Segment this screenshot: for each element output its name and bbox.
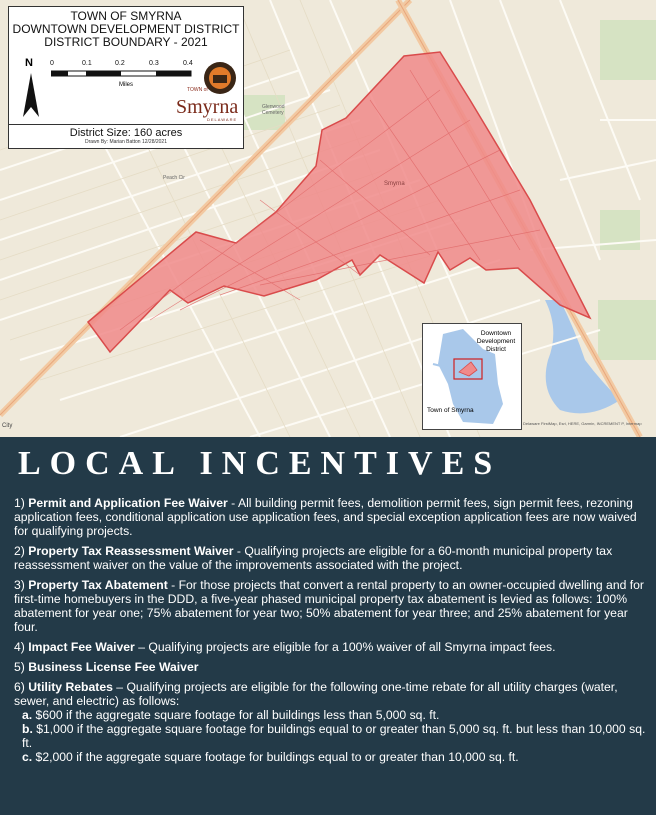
item-text: – Qualifying projects are eligible for the following one-time rebate for all utility charges (water, sewer, and electric) as follows: — [14, 680, 618, 708]
map-label-smyrna: Smyrna — [384, 181, 405, 187]
logo-town-of: TOWN of — [187, 87, 208, 93]
rebate-a — [14, 708, 650, 722]
incentive-item-3 — [14, 578, 650, 634]
legend-title-1: TOWN OF SMYRNA — [70, 9, 182, 23]
item-text: - All building permit fees, demolition permit fees, sign permit fees, rezoning application fees, conditional application use application fees, and special exception application fees are now waived for qualifying projects. — [14, 496, 637, 538]
incentive-item-6 — [14, 680, 650, 764]
item-text: - For those projects that convert a rental property to an owner-occupied dwelling and for first-time homebuyers in the DDD, a five-year phased municipal property tax abatement is levied as follows: 100% abatement for year one; 75% abatement for year two; 50% abatement for year three; and 25% abatement for year four. — [14, 578, 644, 634]
scale-tick-0: 0 — [50, 60, 54, 67]
rebate-text: $600 if the aggregate square footage for all buildings less than 5,000 sq. ft. — [32, 708, 440, 722]
map-label-city: City — [2, 423, 13, 429]
map-label-peach: Peach Cir — [163, 175, 185, 181]
scale-tick-1: 0.1 — [82, 60, 92, 67]
incentives-heading: LOCAL INCENTIVES — [18, 445, 502, 482]
logo-smyrna: Smyrna — [176, 96, 239, 118]
north-label: N — [25, 57, 33, 69]
item-number: 5) — [14, 660, 25, 674]
rebate-text: $1,000 if the aggregate square footage for buildings equal to or greater than 5,000 sq. ft. but less than 10,000 sq. ft. — [22, 722, 646, 750]
item-title: Property Tax Reassessment Waiver — [28, 544, 234, 558]
incentive-item-4 — [14, 640, 650, 654]
item-number: 3) — [14, 578, 25, 592]
smyrna-seal-icon — [203, 61, 237, 95]
item-number: 1) — [14, 496, 25, 510]
map-legend — [8, 6, 244, 149]
district-size: District Size: 160 acres — [9, 124, 243, 139]
item-number: 2) — [14, 544, 25, 558]
rebate-letter: c. — [22, 750, 33, 764]
item-title: Property Tax Abatement — [28, 578, 168, 592]
incentive-item-5 — [14, 660, 650, 674]
scale-tick-4: 0.4 — [183, 60, 193, 67]
incentive-item-2 — [14, 544, 650, 572]
incentive-item-1 — [14, 496, 650, 538]
item-text: – Qualifying projects are eligible for a 100% waiver of all Smyrna impact fees. — [134, 640, 556, 654]
item-number: 4) — [14, 640, 25, 654]
legend-title-2: DOWNTOWN DEVELOPMENT DISTRICT — [12, 22, 240, 36]
drawn-by: Drawn By: Marian Batton 12/28/2021 — [85, 139, 167, 145]
rebate-c — [14, 750, 650, 764]
item-title: Impact Fee Waiver — [28, 640, 135, 654]
scale-tick-2: 0.2 — [115, 60, 125, 67]
north-arrow-icon — [23, 73, 39, 117]
rebate-letter: b. — [22, 722, 33, 736]
scale-tick-3: 0.3 — [149, 60, 159, 67]
incentives-list — [14, 496, 650, 770]
incentives-panel — [0, 437, 656, 815]
map-label-glenwood: Glenwood Cemetery — [262, 104, 285, 116]
item-number: 6) — [14, 680, 25, 694]
item-title: Utility Rebates — [28, 680, 113, 694]
logo-delaware: DELAWARE — [207, 117, 238, 122]
legend-title-3: DISTRICT BOUNDARY - 2021 — [44, 35, 208, 49]
inset-town-label: Town of Smyrna — [427, 407, 474, 414]
inset-map — [422, 323, 522, 430]
scale-bar — [51, 70, 193, 78]
item-title: Permit and Application Fee Waiver — [28, 496, 228, 510]
rebate-letter: a. — [22, 708, 33, 722]
rebate-b — [14, 722, 650, 750]
inset-district-label: Downtown Development District — [476, 330, 516, 353]
item-text: - Qualifying projects are eligible for a 60-month municipal property tax reassessment waiver on the value of the improvements associated with the project. — [14, 544, 613, 572]
scale-unit: Miles — [119, 82, 134, 88]
map-credit: Delaware FirstMap, Esri, HERE, Garmin, INCREMENT P, Intermap — [523, 421, 642, 426]
rebate-text: $2,000 if the aggregate square footage for buildings equal to or greater than 10,000 sq. ft. — [32, 750, 519, 764]
item-title: Business License Fee Waiver — [28, 660, 199, 674]
